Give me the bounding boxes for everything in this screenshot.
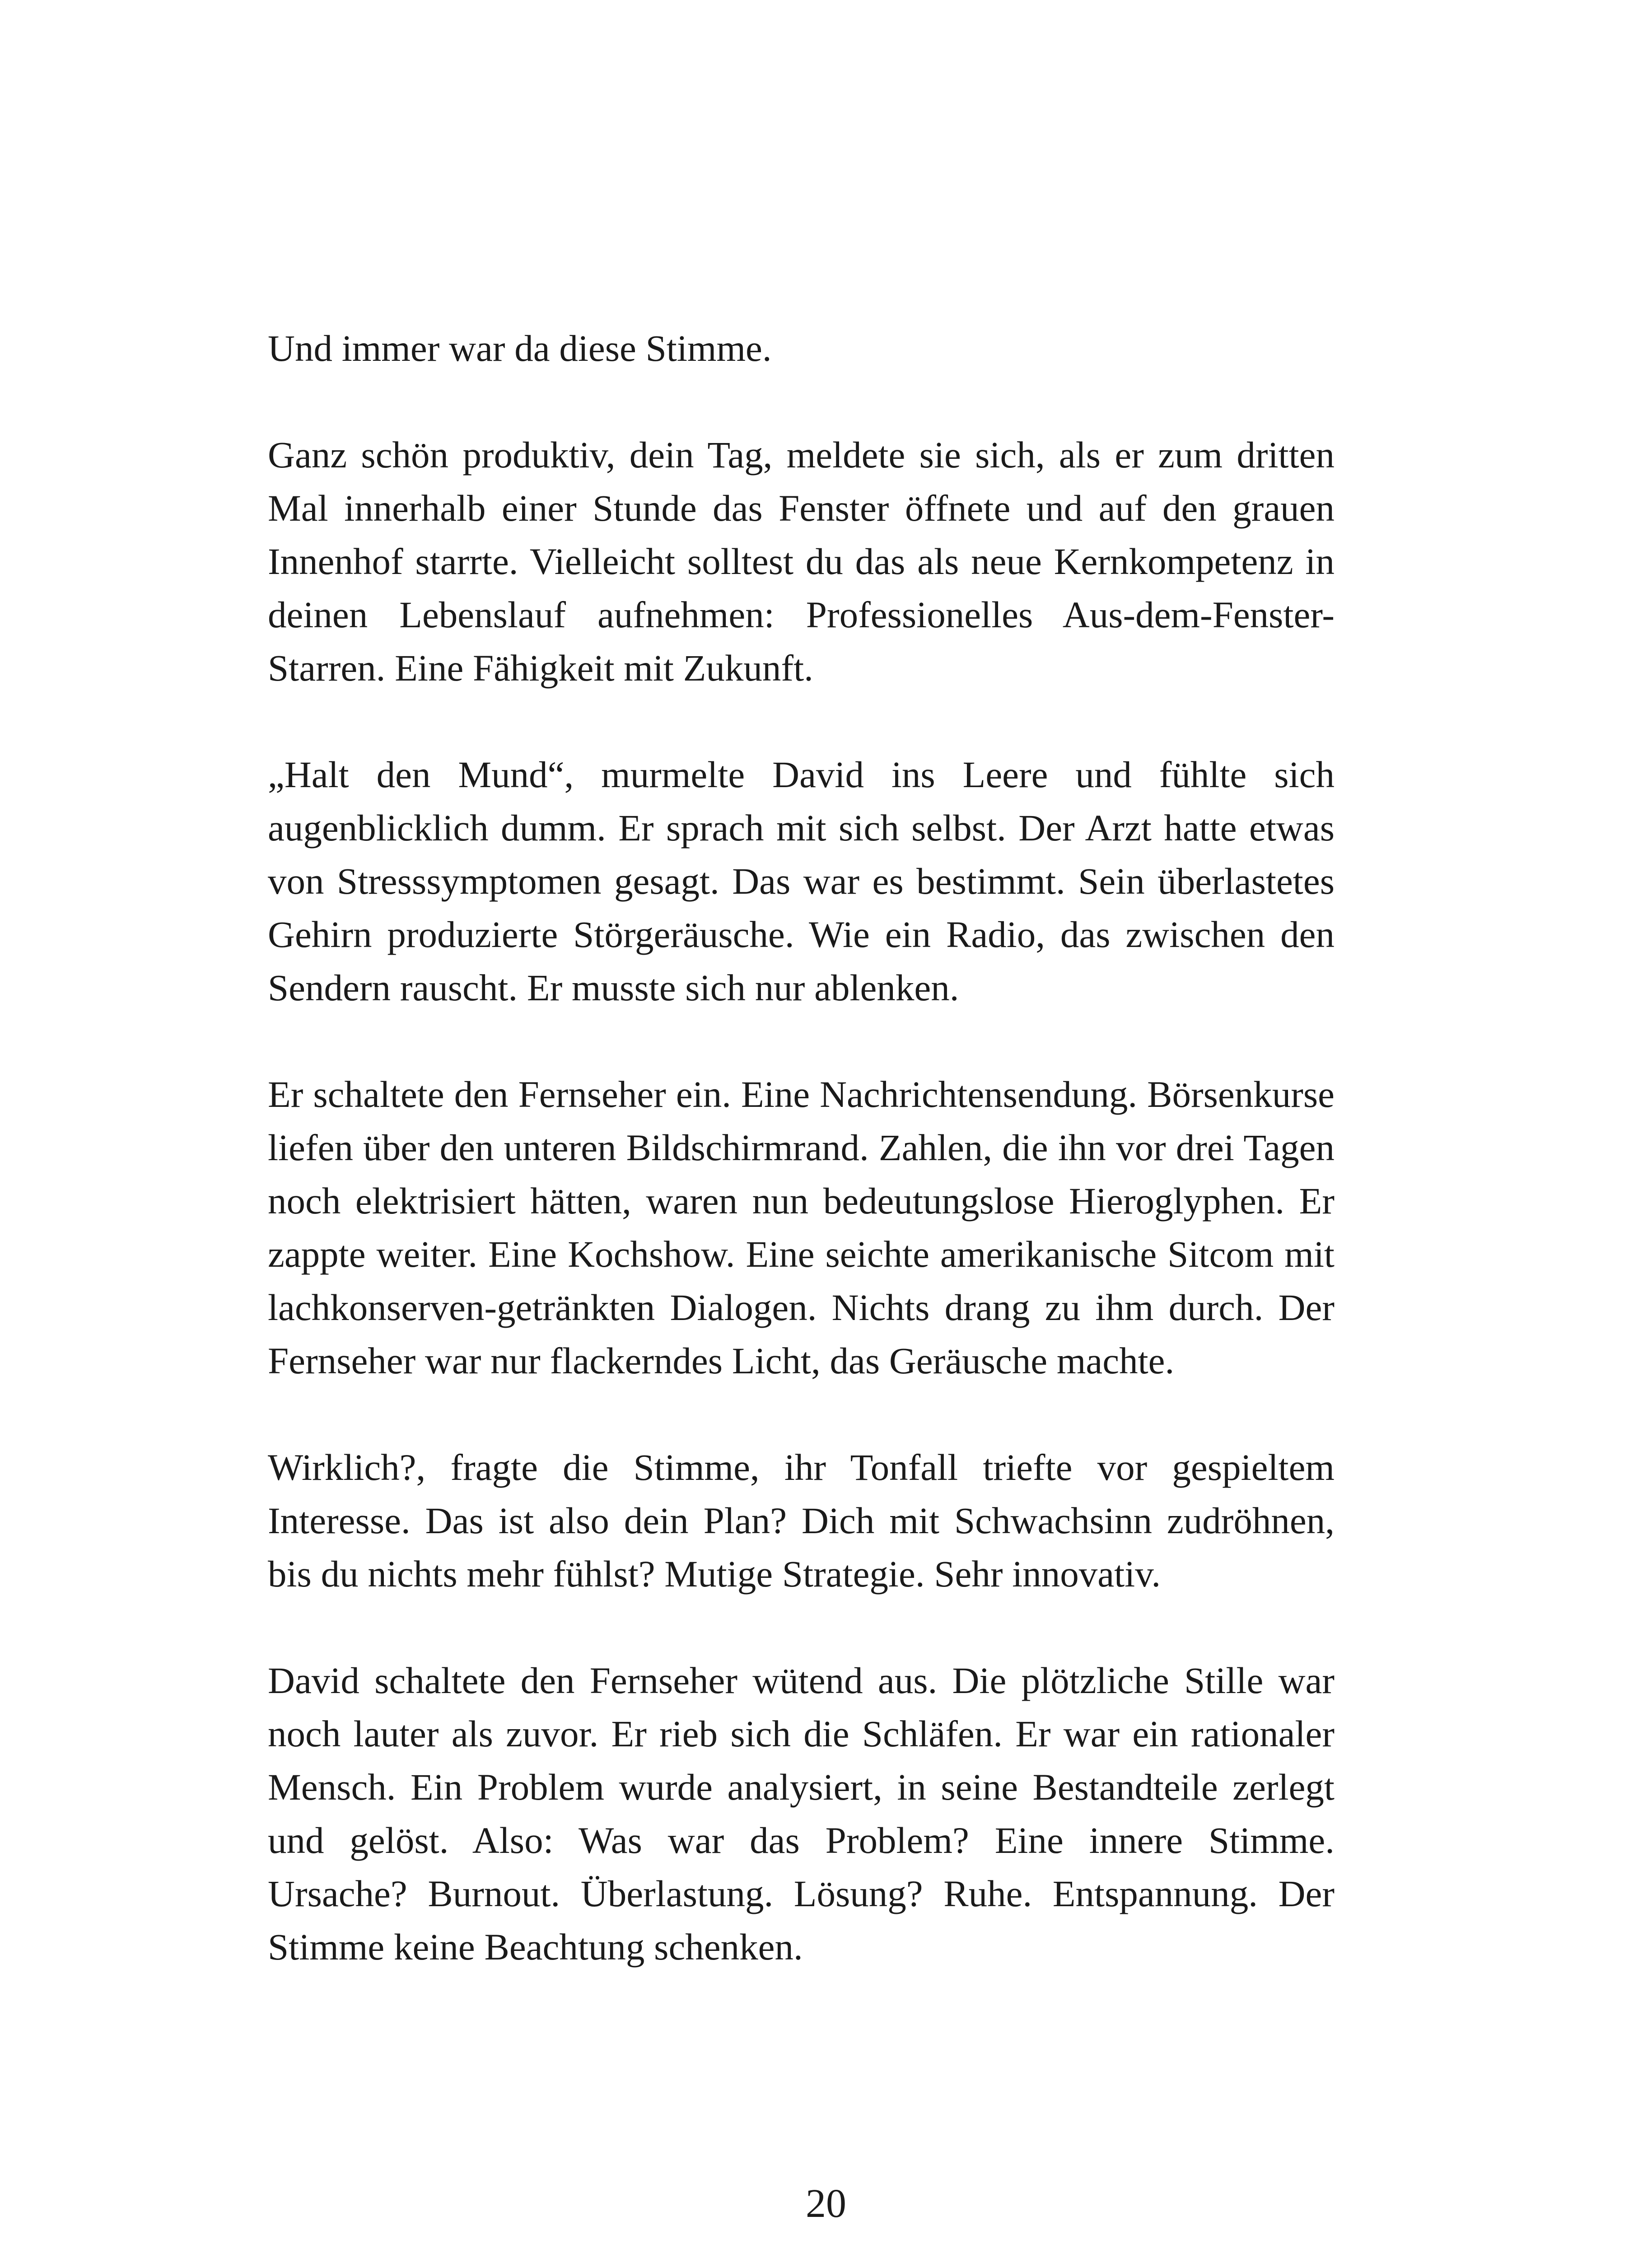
paragraph-3: „Halt den Mund“, murmelte David ins Leere und fühlte sich augenblicklich dumm. Er sprach mit sich selbst. Der Arzt hatte etwas von Stresssymptomen gesagt. Das war es bestimmt. Sein überlastetes Gehirn produzierte Störgeräusche. Wie ein Radio, das zwischen den Sendern rauscht. Er musste sich nur ablenken.	[268, 754, 1335, 1008]
paragraph-6: David schaltete den Fernseher wütend aus. Die plötzliche Stille war noch lauter als zuvor. Er rieb sich die Schläfen. Er war ein rationaler Mensch. Ein Problem wurde analysiert, in seine Bestandteile zerlegt und gelöst. Also: Was war das Problem? Eine innere Stimme. Ursache? Burnout. Überlastung. Lösung? Ruhe. Entspannung. Der Stimme keine Beachtung schenken.	[268, 1660, 1335, 1968]
body-text	[268, 322, 1335, 1973]
paragraph-1: Und immer war da diese Stimme.	[268, 327, 772, 369]
paragraph-4: Er schaltete den Fernseher ein. Eine Nachrichtensendung. Börsenkurse liefen über den unteren Bildschirmrand. Zahlen, die ihn vor drei Tagen noch elektrisiert hätten, waren nun bedeutungslose Hieroglyphen. Er zappte weiter. Eine Kochshow. Eine seichte amerikanische Sitcom mit lachkonserven-getränkten Dialogen. Nichts drang zu ihm durch. Der Fernseher war nur flackerndes Licht, das Geräusche machte.	[268, 1073, 1335, 1381]
paragraph-5: Wirklich?, fragte die Stimme, ihr Tonfall triefte vor gespieltem Interesse. Das ist also dein Plan? Dich mit Schwachsinn zudröhnen, bis du nichts mehr fühlst? Mutige Strategie. Sehr innovativ.	[268, 1446, 1335, 1595]
page-number: 20	[806, 2181, 846, 2226]
paragraph-2: Ganz schön produktiv, dein Tag, meldete sie sich, als er zum dritten Mal innerhalb einer Stunde das Fenster öffnete und auf den grauen Innenhof starrte. Vielleicht solltest du das als neue Kernkompetenz in deinen Lebenslauf aufnehmen: Professionelles Aus-dem-Fenster-Starren. Eine Fähigkeit mit Zukunft.	[268, 434, 1335, 689]
